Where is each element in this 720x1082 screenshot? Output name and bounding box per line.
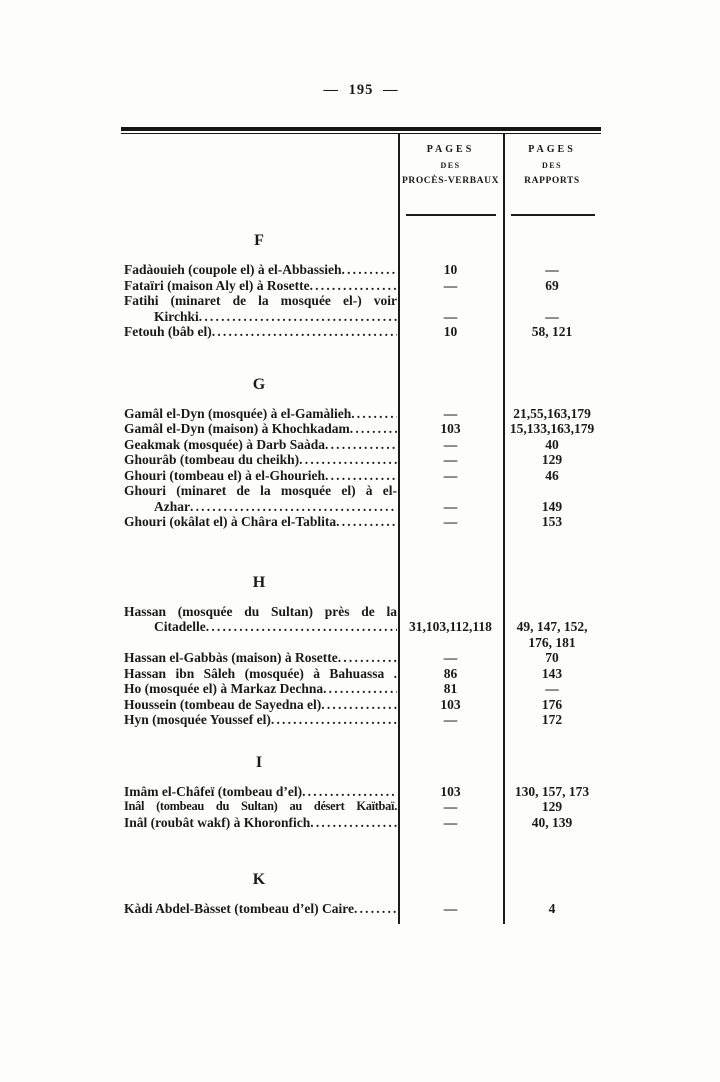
entry-name-line: [124, 452, 397, 468]
entry-name: [121, 697, 398, 713]
table-row: [121, 799, 601, 815]
table-row: [121, 421, 601, 437]
dot-leader: [350, 421, 397, 437]
entry-name: [121, 452, 398, 468]
page-value: —: [443, 814, 458, 830]
page-value: 129: [541, 799, 563, 814]
entry-name-line: [124, 262, 397, 278]
page-value: —: [443, 452, 458, 467]
table-row: [121, 468, 601, 484]
table-row: [121, 262, 601, 278]
page-value: 176, 181: [528, 634, 576, 650]
index-section-k: [121, 871, 601, 917]
proces-verbaux-pages: [398, 784, 503, 800]
table-row: [121, 324, 601, 340]
entry-name: [121, 324, 398, 340]
rapports-pages: [503, 437, 601, 453]
page-value: —: [443, 514, 458, 529]
entry-name: [121, 901, 398, 917]
page-value: 103: [440, 696, 461, 712]
entry-name-line: [124, 712, 397, 728]
proces-verbaux-pages: [398, 452, 503, 468]
page-value: 58, 121: [531, 324, 573, 339]
dot-leader: [302, 784, 397, 800]
page-value: 46: [545, 467, 559, 483]
entry-name: [121, 650, 398, 666]
proces-verbaux-pages: [398, 815, 503, 831]
entry-name-text: Hassan el-Gabbàs (maison) à Rosette: [124, 650, 338, 665]
dot-leader: [206, 619, 397, 635]
entry-name: [121, 712, 398, 728]
entry-name-line: Fatihi (minaret de la mosquée el-) voir: [124, 293, 397, 308]
entry-name-line: [124, 619, 397, 635]
entry-name-line: Hassan ibn Sâleh (mosquée) à Bahuassa .: [124, 665, 397, 681]
section-letter: I: [255, 753, 264, 771]
rapports-pages: [503, 901, 601, 917]
entry-name-text: Fadàouieh (coupole el) à el-Abbassieh: [124, 262, 342, 277]
rapports-pages: [503, 666, 601, 682]
entry-name-text: Kàdi Abdel-Bàsset (tombeau d’el) Caire: [124, 901, 354, 916]
header-line: PAGES: [528, 144, 576, 155]
rapports-pages: [503, 650, 601, 666]
page-value: 10: [443, 324, 458, 339]
entry-name-line: [124, 901, 397, 917]
rapports-pages: [503, 324, 601, 340]
table-row: [121, 514, 601, 530]
page-value: —: [443, 650, 458, 665]
table-row: [121, 604, 601, 651]
table-row: [121, 278, 601, 294]
page-value: 15,133,163,179: [509, 421, 595, 436]
entry-name-text: Citadelle: [154, 619, 206, 634]
page-value: 49, 147, 152,: [516, 619, 588, 634]
index-section-i: [121, 754, 601, 831]
page-value: 103: [440, 783, 461, 799]
table-row: [121, 406, 601, 422]
page-value: 70: [545, 650, 559, 665]
entry-name: [121, 262, 398, 278]
entry-name-line: [124, 406, 397, 422]
proces-verbaux-pages: [398, 468, 503, 484]
table-row: [121, 293, 601, 324]
page-value: 81: [443, 681, 458, 696]
entry-name-line: [124, 499, 397, 515]
entry-name-text: Ghouri (tombeau el) à el-Ghourieh: [124, 467, 325, 483]
entry-name-line: [124, 815, 397, 831]
proces-verbaux-pages: [398, 293, 503, 324]
rapports-pages: [503, 452, 601, 468]
entry-name-text: Hyn (mosquée Youssef el): [124, 712, 271, 727]
page-value: 176: [541, 696, 563, 712]
table-row: [121, 666, 601, 682]
dot-leader: [325, 468, 397, 484]
entry-name: [121, 421, 398, 437]
index-section-g: [121, 376, 601, 530]
header-line: RAPPORTS: [524, 176, 580, 186]
proces-verbaux-pages: [398, 901, 503, 917]
page-value: —: [443, 436, 458, 452]
rapports-pages: [503, 514, 601, 530]
page-number: — 195 —: [323, 82, 399, 98]
header-line: DES: [541, 161, 563, 170]
proces-verbaux-pages: [398, 483, 503, 514]
table-row: [121, 437, 601, 453]
entry-name-line: [124, 514, 397, 530]
proces-verbaux-pages: [398, 437, 503, 453]
index-section-h: [121, 574, 601, 728]
index-table: [121, 127, 601, 937]
page-value: —: [545, 262, 559, 277]
entry-name-line: [124, 784, 397, 800]
proces-verbaux-pages: [398, 697, 503, 713]
page-value: 143: [541, 665, 563, 681]
proces-verbaux-pages: [398, 681, 503, 697]
rapports-pages: [503, 468, 601, 484]
rapports-pages: [503, 815, 601, 831]
page-value: 21,55,163,179: [513, 405, 591, 421]
entry-name: [121, 681, 398, 697]
dot-leader: [338, 650, 397, 666]
page-value: 153: [541, 514, 563, 529]
dot-leader: [321, 697, 397, 713]
entry-name: [121, 815, 398, 831]
dot-leader: [299, 452, 397, 468]
entry-name-line: [124, 421, 397, 437]
entry-name-text: Gamâl el-Dyn (mosquée) à el-Gamàlieh: [124, 405, 352, 421]
page-value: 172: [541, 712, 563, 727]
page-value: 31,103,112,118: [409, 619, 492, 634]
entry-name-text: Ho (mosquée el) à Markaz Dechna: [124, 681, 324, 696]
proces-verbaux-pages: [398, 324, 503, 340]
table-row: [121, 681, 601, 697]
dot-leader: [199, 309, 397, 325]
dot-leader: [354, 901, 397, 917]
proces-verbaux-pages: [398, 421, 503, 437]
page-value: 129: [541, 452, 563, 467]
entry-name-line: [124, 697, 397, 713]
entry-name-text: Fetouh (bâb el): [124, 324, 212, 339]
entry-name-line: [124, 437, 397, 453]
dot-leader: [342, 262, 397, 278]
rapports-pages: [503, 712, 601, 728]
entry-name-text: Azhar: [154, 498, 190, 514]
page-value: 10: [443, 262, 458, 277]
page-value: —: [443, 467, 458, 483]
proces-verbaux-pages: [398, 666, 503, 682]
page-value: —: [545, 681, 559, 696]
proces-verbaux-pages: [398, 278, 503, 294]
header-line: DES: [440, 161, 461, 170]
entry-name: [121, 799, 398, 815]
page-value: 149: [541, 498, 563, 514]
index-section-f: [121, 232, 601, 340]
table-row: [121, 784, 601, 800]
header-line: PAGES: [426, 144, 475, 155]
entry-name-line: Hassan (mosquée du Sultan) près de la: [124, 603, 397, 619]
entry-name-text: Ghourâb (tombeau du cheikh): [124, 452, 300, 467]
page-value: 130, 157, 173: [514, 783, 590, 799]
entry-name-line: [124, 278, 397, 294]
entry-name-text: Inâl (roubât wakf) à Khoronfich: [124, 814, 311, 830]
proces-verbaux-pages: [398, 514, 503, 530]
table-row: [121, 901, 601, 917]
page-value: —: [443, 277, 458, 293]
entry-name: [121, 784, 398, 800]
proces-verbaux-pages: [398, 406, 503, 422]
page-value: 86: [443, 665, 458, 681]
entry-name-text: Ghouri (okâlat el) à Châra el-Tablita: [124, 514, 337, 529]
table-row: [121, 815, 601, 831]
page-value: —: [443, 405, 458, 421]
table-body: [121, 134, 601, 917]
rapports-pages: [503, 483, 601, 514]
table-row: [121, 697, 601, 713]
dot-leader: [212, 324, 397, 340]
entry-name-text: Gamâl el-Dyn (maison) à Khochkadam: [124, 421, 350, 436]
dot-leader: [310, 815, 397, 831]
entry-name-text: Fataïri (maison Aly el) à Rosette: [124, 277, 310, 293]
entry-name-text: Geakmak (mosquée) à Darb Saàda: [124, 436, 326, 452]
entry-name: [121, 604, 398, 651]
page-value: —: [443, 308, 458, 324]
page-value: —: [443, 712, 458, 727]
header-line: PROCÈS-VERBAUX: [401, 176, 500, 186]
dot-leader: [271, 712, 397, 728]
entry-name: [121, 293, 398, 324]
entry-name: [121, 278, 398, 294]
entry-name: [121, 483, 398, 514]
entry-name-line: Inâl (tombeau du Sultan) au désert Kaïtbaï.: [124, 799, 397, 813]
page-value: 40: [545, 436, 559, 452]
dot-leader: [323, 681, 397, 697]
entry-name-text: Kirchki: [154, 308, 199, 324]
entry-name: [121, 666, 398, 682]
page-value: 40, 139: [531, 814, 573, 830]
entry-name-line: Ghouri (minaret de la mosquée el) à el-: [124, 483, 397, 498]
rapports-pages: [503, 421, 601, 437]
entry-name: [121, 468, 398, 484]
entry-name-line: [124, 468, 397, 484]
page-value: 103: [440, 421, 461, 436]
entry-name-line: [124, 309, 397, 325]
dot-leader: [325, 437, 397, 453]
page-value: 4: [548, 901, 556, 916]
entry-name-text: Houssein (tombeau de Sayedna el): [124, 696, 322, 712]
section-letter: F: [254, 232, 265, 249]
section-letter: K: [252, 871, 267, 888]
dot-leader: [310, 278, 397, 294]
table-row: [121, 650, 601, 666]
rapports-pages: [503, 697, 601, 713]
dot-leader: [190, 499, 397, 515]
dot-leader: [351, 406, 397, 422]
page-value: —: [545, 308, 559, 324]
proces-verbaux-pages: [398, 712, 503, 728]
section-letter: H: [252, 573, 267, 591]
rapports-pages: [503, 262, 601, 278]
rapports-pages: [503, 406, 601, 422]
rapports-pages: [503, 784, 601, 800]
section-letter: G: [252, 375, 267, 393]
entry-name-text: Imâm el-Châfeï (tombeau d’el): [124, 783, 303, 799]
rapports-pages: [503, 278, 601, 294]
entry-name: [121, 437, 398, 453]
entry-name: [121, 406, 398, 422]
proces-verbaux-pages: [398, 262, 503, 278]
proces-verbaux-pages: [398, 650, 503, 666]
table-row: [121, 452, 601, 468]
entry-name: [121, 514, 398, 530]
rapports-pages: [503, 681, 601, 697]
page-value: —: [443, 799, 458, 814]
top-double-rule: [121, 127, 601, 134]
rapports-pages: [503, 604, 601, 651]
rapports-pages: [503, 799, 601, 815]
page-value: —: [443, 901, 458, 916]
table-row: [121, 483, 601, 514]
entry-name-line: [124, 324, 397, 340]
entry-name-line: [124, 650, 397, 666]
page-value: —: [443, 498, 458, 514]
rapports-pages: [503, 293, 601, 324]
table-row: [121, 712, 601, 728]
proces-verbaux-pages: [398, 604, 503, 651]
page-value: 69: [545, 277, 559, 293]
entry-name-line: [124, 681, 397, 697]
proces-verbaux-pages: [398, 799, 503, 815]
dot-leader: [336, 514, 397, 530]
